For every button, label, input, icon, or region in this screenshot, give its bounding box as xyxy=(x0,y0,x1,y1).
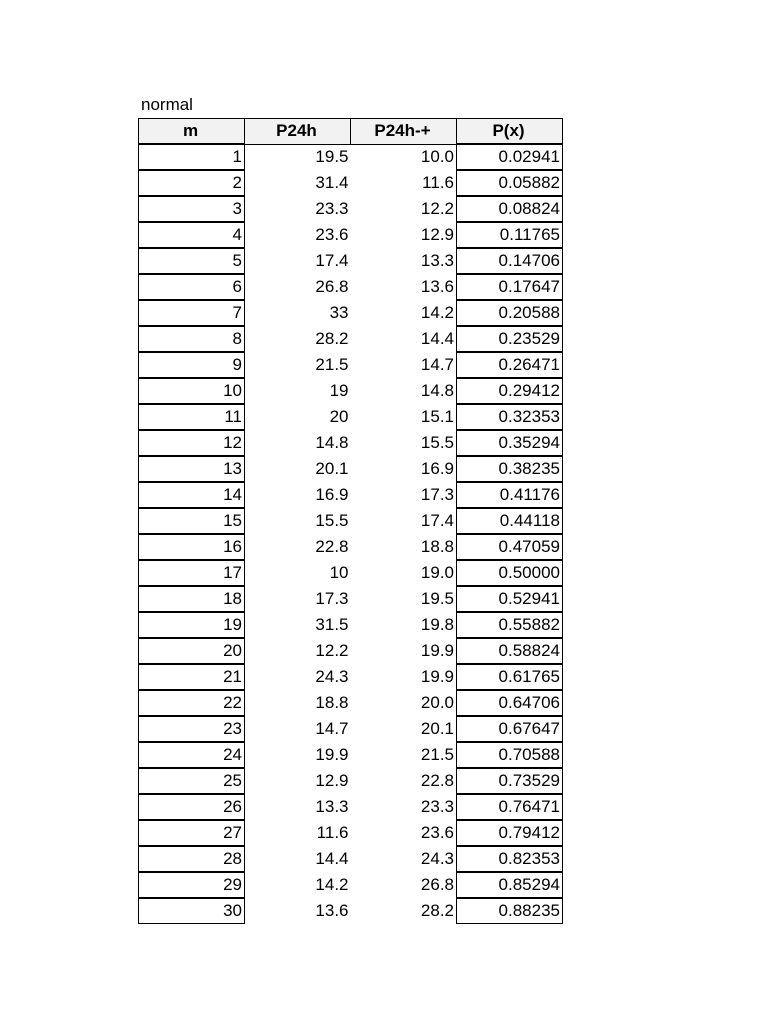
cell-p24h[interactable]: 20 xyxy=(329,407,349,426)
cell-px[interactable]: 0.52941 xyxy=(457,586,563,612)
cell-p24h-sorted[interactable]: 26.8 xyxy=(420,875,454,894)
cell-p24h[interactable]: 31.4 xyxy=(315,173,349,192)
cell-p24h-sorted[interactable]: 12.9 xyxy=(420,225,454,244)
cell-px[interactable]: 0.41176 xyxy=(457,482,563,508)
table-row xyxy=(139,274,563,300)
table-row xyxy=(139,222,563,248)
cell-p24h-sorted[interactable]: 23.6 xyxy=(420,823,454,842)
table-row xyxy=(139,768,563,794)
cell-p24h[interactable]: 16.9 xyxy=(315,485,349,504)
cell-p24h-sorted[interactable]: 12.2 xyxy=(420,199,454,218)
cell-m[interactable]: 24 xyxy=(139,742,245,768)
cell-p24h[interactable]: 24.3 xyxy=(315,667,349,686)
cell-px[interactable]: 0.35294 xyxy=(457,430,563,456)
cell-p24h[interactable]: 20.1 xyxy=(315,459,349,478)
cell-p24h[interactable]: 19 xyxy=(329,381,349,400)
table-row xyxy=(139,612,563,638)
cell-m[interactable]: 14 xyxy=(139,482,245,508)
cell-m[interactable]: 29 xyxy=(139,872,245,898)
cell-px[interactable]: 0.82353 xyxy=(457,846,563,872)
cell-m[interactable]: 12 xyxy=(139,430,245,456)
cell-p24h-sorted[interactable]: 18.8 xyxy=(420,537,454,556)
table-row xyxy=(139,716,563,742)
cell-p24h-sorted[interactable]: 23.3 xyxy=(420,797,454,816)
header-row xyxy=(139,119,563,145)
cell-px[interactable]: 0.79412 xyxy=(457,820,563,846)
table-row xyxy=(139,820,563,846)
cell-px[interactable]: 0.55882 xyxy=(457,612,563,638)
cell-p24h[interactable]: 19.5 xyxy=(315,147,349,167)
cell-p24h-sorted[interactable]: 17.4 xyxy=(420,511,454,530)
cell-px[interactable]: 0.29412 xyxy=(457,378,563,404)
cell-p24h-sorted[interactable]: 17.3 xyxy=(420,485,454,504)
cell-p24h-sorted[interactable]: 15.5 xyxy=(420,433,454,452)
cell-px[interactable]: 0.44118 xyxy=(457,508,563,534)
cell-p24h[interactable]: 22.8 xyxy=(315,537,349,556)
cell-p24h[interactable]: 31.5 xyxy=(315,615,349,634)
cell-m[interactable]: 23 xyxy=(139,716,245,742)
cell-p24h[interactable]: 14.8 xyxy=(315,433,349,452)
cell-p24h-sorted[interactable]: 19.8 xyxy=(420,615,454,634)
cell-p24h-sorted[interactable]: 19.9 xyxy=(420,667,454,686)
table-row xyxy=(139,872,563,898)
cell-p24h-sorted[interactable]: 20.0 xyxy=(420,693,454,712)
cell-p24h[interactable]: 21.5 xyxy=(315,355,349,374)
cell-p24h[interactable]: 18.8 xyxy=(315,693,349,712)
cell-m[interactable]: 25 xyxy=(139,768,245,794)
cell-p24h[interactable]: 33 xyxy=(329,303,349,322)
cell-px[interactable]: 0.47059 xyxy=(457,534,563,560)
table-row xyxy=(139,352,563,378)
cell-p24h-sorted[interactable]: 19.5 xyxy=(420,589,454,608)
table-row xyxy=(139,586,563,612)
cell-m[interactable]: 10 xyxy=(139,378,245,404)
cell-p24h-sorted[interactable]: 14.8 xyxy=(420,381,454,400)
table-row xyxy=(139,664,563,690)
cell-p24h[interactable]: 13.6 xyxy=(315,900,349,920)
table-row xyxy=(139,144,563,170)
cell-px[interactable]: 0.23529 xyxy=(457,326,563,352)
cell-px[interactable]: 0.14706 xyxy=(457,248,563,274)
cell-m[interactable]: 16 xyxy=(139,534,245,560)
cell-p24h-sorted[interactable]: 14.2 xyxy=(420,303,454,322)
cell-px[interactable]: 0.67647 xyxy=(457,716,563,742)
table-row xyxy=(139,456,563,482)
cell-p24h-sorted[interactable]: 13.3 xyxy=(420,251,454,270)
cell-p24h[interactable]: 12.9 xyxy=(315,771,349,790)
cell-px[interactable]: 0.17647 xyxy=(457,274,563,300)
cell-px[interactable]: 0.70588 xyxy=(457,742,563,768)
header-p24h[interactable]: P24h xyxy=(245,119,351,145)
table-row xyxy=(139,508,563,534)
table-row xyxy=(139,742,563,768)
cell-p24h-sorted[interactable]: 24.3 xyxy=(420,849,454,868)
cell-m[interactable]: 21 xyxy=(139,664,245,690)
sheet-label: normal xyxy=(141,95,193,114)
cell-p24h-sorted[interactable]: 19.9 xyxy=(420,641,454,660)
cell-m[interactable]: 5 xyxy=(139,248,245,274)
cell-p24h-sorted[interactable]: 22.8 xyxy=(420,771,454,790)
header-m[interactable]: m xyxy=(139,119,245,145)
table-row xyxy=(139,794,563,820)
table-row xyxy=(139,196,563,222)
cell-px[interactable]: 0.11765 xyxy=(457,222,563,248)
cell-p24h[interactable]: 15.5 xyxy=(315,511,349,530)
cell-p24h[interactable]: 17.3 xyxy=(315,589,349,608)
cell-p24h-sorted[interactable]: 20.1 xyxy=(420,719,454,738)
cell-px[interactable]: 0.05882 xyxy=(457,170,563,196)
table-row xyxy=(139,300,563,326)
cell-p24h[interactable]: 23.3 xyxy=(315,199,349,218)
table-row xyxy=(139,898,563,924)
cell-px[interactable]: 0.58824 xyxy=(457,638,563,664)
cell-m[interactable]: 11 xyxy=(139,404,245,430)
cell-m[interactable]: 22 xyxy=(139,690,245,716)
cell-m[interactable]: 13 xyxy=(139,456,245,482)
cell-px[interactable]: 0.50000 xyxy=(457,560,563,586)
cell-p24h[interactable]: 10 xyxy=(329,563,349,582)
cell-p24h[interactable]: 14.2 xyxy=(315,875,349,894)
cell-px[interactable]: 0.38235 xyxy=(457,456,563,482)
cell-m[interactable]: 28 xyxy=(139,846,245,872)
cell-m[interactable]: 1 xyxy=(139,144,245,170)
table-row xyxy=(139,170,563,196)
table-row xyxy=(139,482,563,508)
data-table xyxy=(138,118,563,924)
cell-px[interactable]: 0.20588 xyxy=(457,300,563,326)
cell-p24h[interactable]: 17.4 xyxy=(315,251,349,270)
cell-m[interactable]: 19 xyxy=(139,612,245,638)
cell-p24h-sorted[interactable]: 14.4 xyxy=(420,329,454,348)
cell-p24h-sorted[interactable]: 11.6 xyxy=(422,173,454,192)
table-row xyxy=(139,430,563,456)
cell-m[interactable]: 6 xyxy=(139,274,245,300)
cell-m[interactable]: 17 xyxy=(139,560,245,586)
cell-p24h-sorted[interactable]: 21.5 xyxy=(420,745,454,764)
cell-m[interactable]: 18 xyxy=(139,586,245,612)
cell-p24h-sorted[interactable]: 28.2 xyxy=(420,900,454,920)
cell-p24h-sorted[interactable]: 19.0 xyxy=(420,563,454,582)
cell-px[interactable]: 0.26471 xyxy=(457,352,563,378)
cell-p24h[interactable]: 28.2 xyxy=(315,329,349,348)
cell-m[interactable]: 3 xyxy=(139,196,245,222)
cell-px[interactable]: 0.08824 xyxy=(457,196,563,222)
table-row xyxy=(139,378,563,404)
table-row xyxy=(139,326,563,352)
cell-p24h[interactable]: 14.7 xyxy=(315,719,349,738)
table-row xyxy=(139,404,563,430)
cell-m[interactable]: 15 xyxy=(139,508,245,534)
table-row xyxy=(139,534,563,560)
cell-p24h[interactable]: 26.8 xyxy=(315,277,349,296)
table-row xyxy=(139,248,563,274)
table-row xyxy=(139,638,563,664)
cell-p24h-sorted[interactable]: 14.7 xyxy=(420,355,454,374)
cell-p24h[interactable]: 14.4 xyxy=(315,849,349,868)
cell-px[interactable]: 0.76471 xyxy=(457,794,563,820)
cell-p24h-sorted[interactable]: 10.0 xyxy=(420,147,454,167)
cell-p24h-sorted[interactable]: 15.1 xyxy=(420,407,454,426)
table-row xyxy=(139,690,563,716)
cell-m[interactable]: 9 xyxy=(139,352,245,378)
cell-p24h-sorted[interactable]: 13.6 xyxy=(420,277,454,296)
cell-m[interactable]: 2 xyxy=(139,170,245,196)
cell-m[interactable]: 30 xyxy=(139,898,245,924)
cell-p24h[interactable]: 12.2 xyxy=(315,641,349,660)
cell-m[interactable]: 7 xyxy=(139,300,245,326)
header-px[interactable]: P(x) xyxy=(457,119,563,145)
cell-px[interactable]: 0.85294 xyxy=(457,872,563,898)
cell-m[interactable]: 20 xyxy=(139,638,245,664)
cell-p24h[interactable]: 23.6 xyxy=(315,225,349,244)
cell-p24h-sorted[interactable]: 16.9 xyxy=(420,459,454,478)
cell-p24h[interactable]: 13.3 xyxy=(315,797,349,816)
cell-m[interactable]: 4 xyxy=(139,222,245,248)
cell-p24h[interactable]: 11.6 xyxy=(316,823,349,842)
cell-m[interactable]: 26 xyxy=(139,794,245,820)
cell-px[interactable]: 0.61765 xyxy=(457,664,563,690)
cell-m[interactable]: 27 xyxy=(139,820,245,846)
table-row xyxy=(139,846,563,872)
cell-px[interactable]: 0.32353 xyxy=(457,404,563,430)
table-body xyxy=(139,144,563,924)
table-row xyxy=(139,560,563,586)
cell-p24h[interactable]: 19.9 xyxy=(315,745,349,764)
cell-m[interactable]: 8 xyxy=(139,326,245,352)
cell-px[interactable]: 0.64706 xyxy=(457,690,563,716)
cell-px[interactable]: 0.88235 xyxy=(457,898,563,924)
header-p24h-sorted[interactable]: P24h-+ xyxy=(351,119,457,145)
cell-px[interactable]: 0.02941 xyxy=(457,144,563,170)
cell-px[interactable]: 0.73529 xyxy=(457,768,563,794)
